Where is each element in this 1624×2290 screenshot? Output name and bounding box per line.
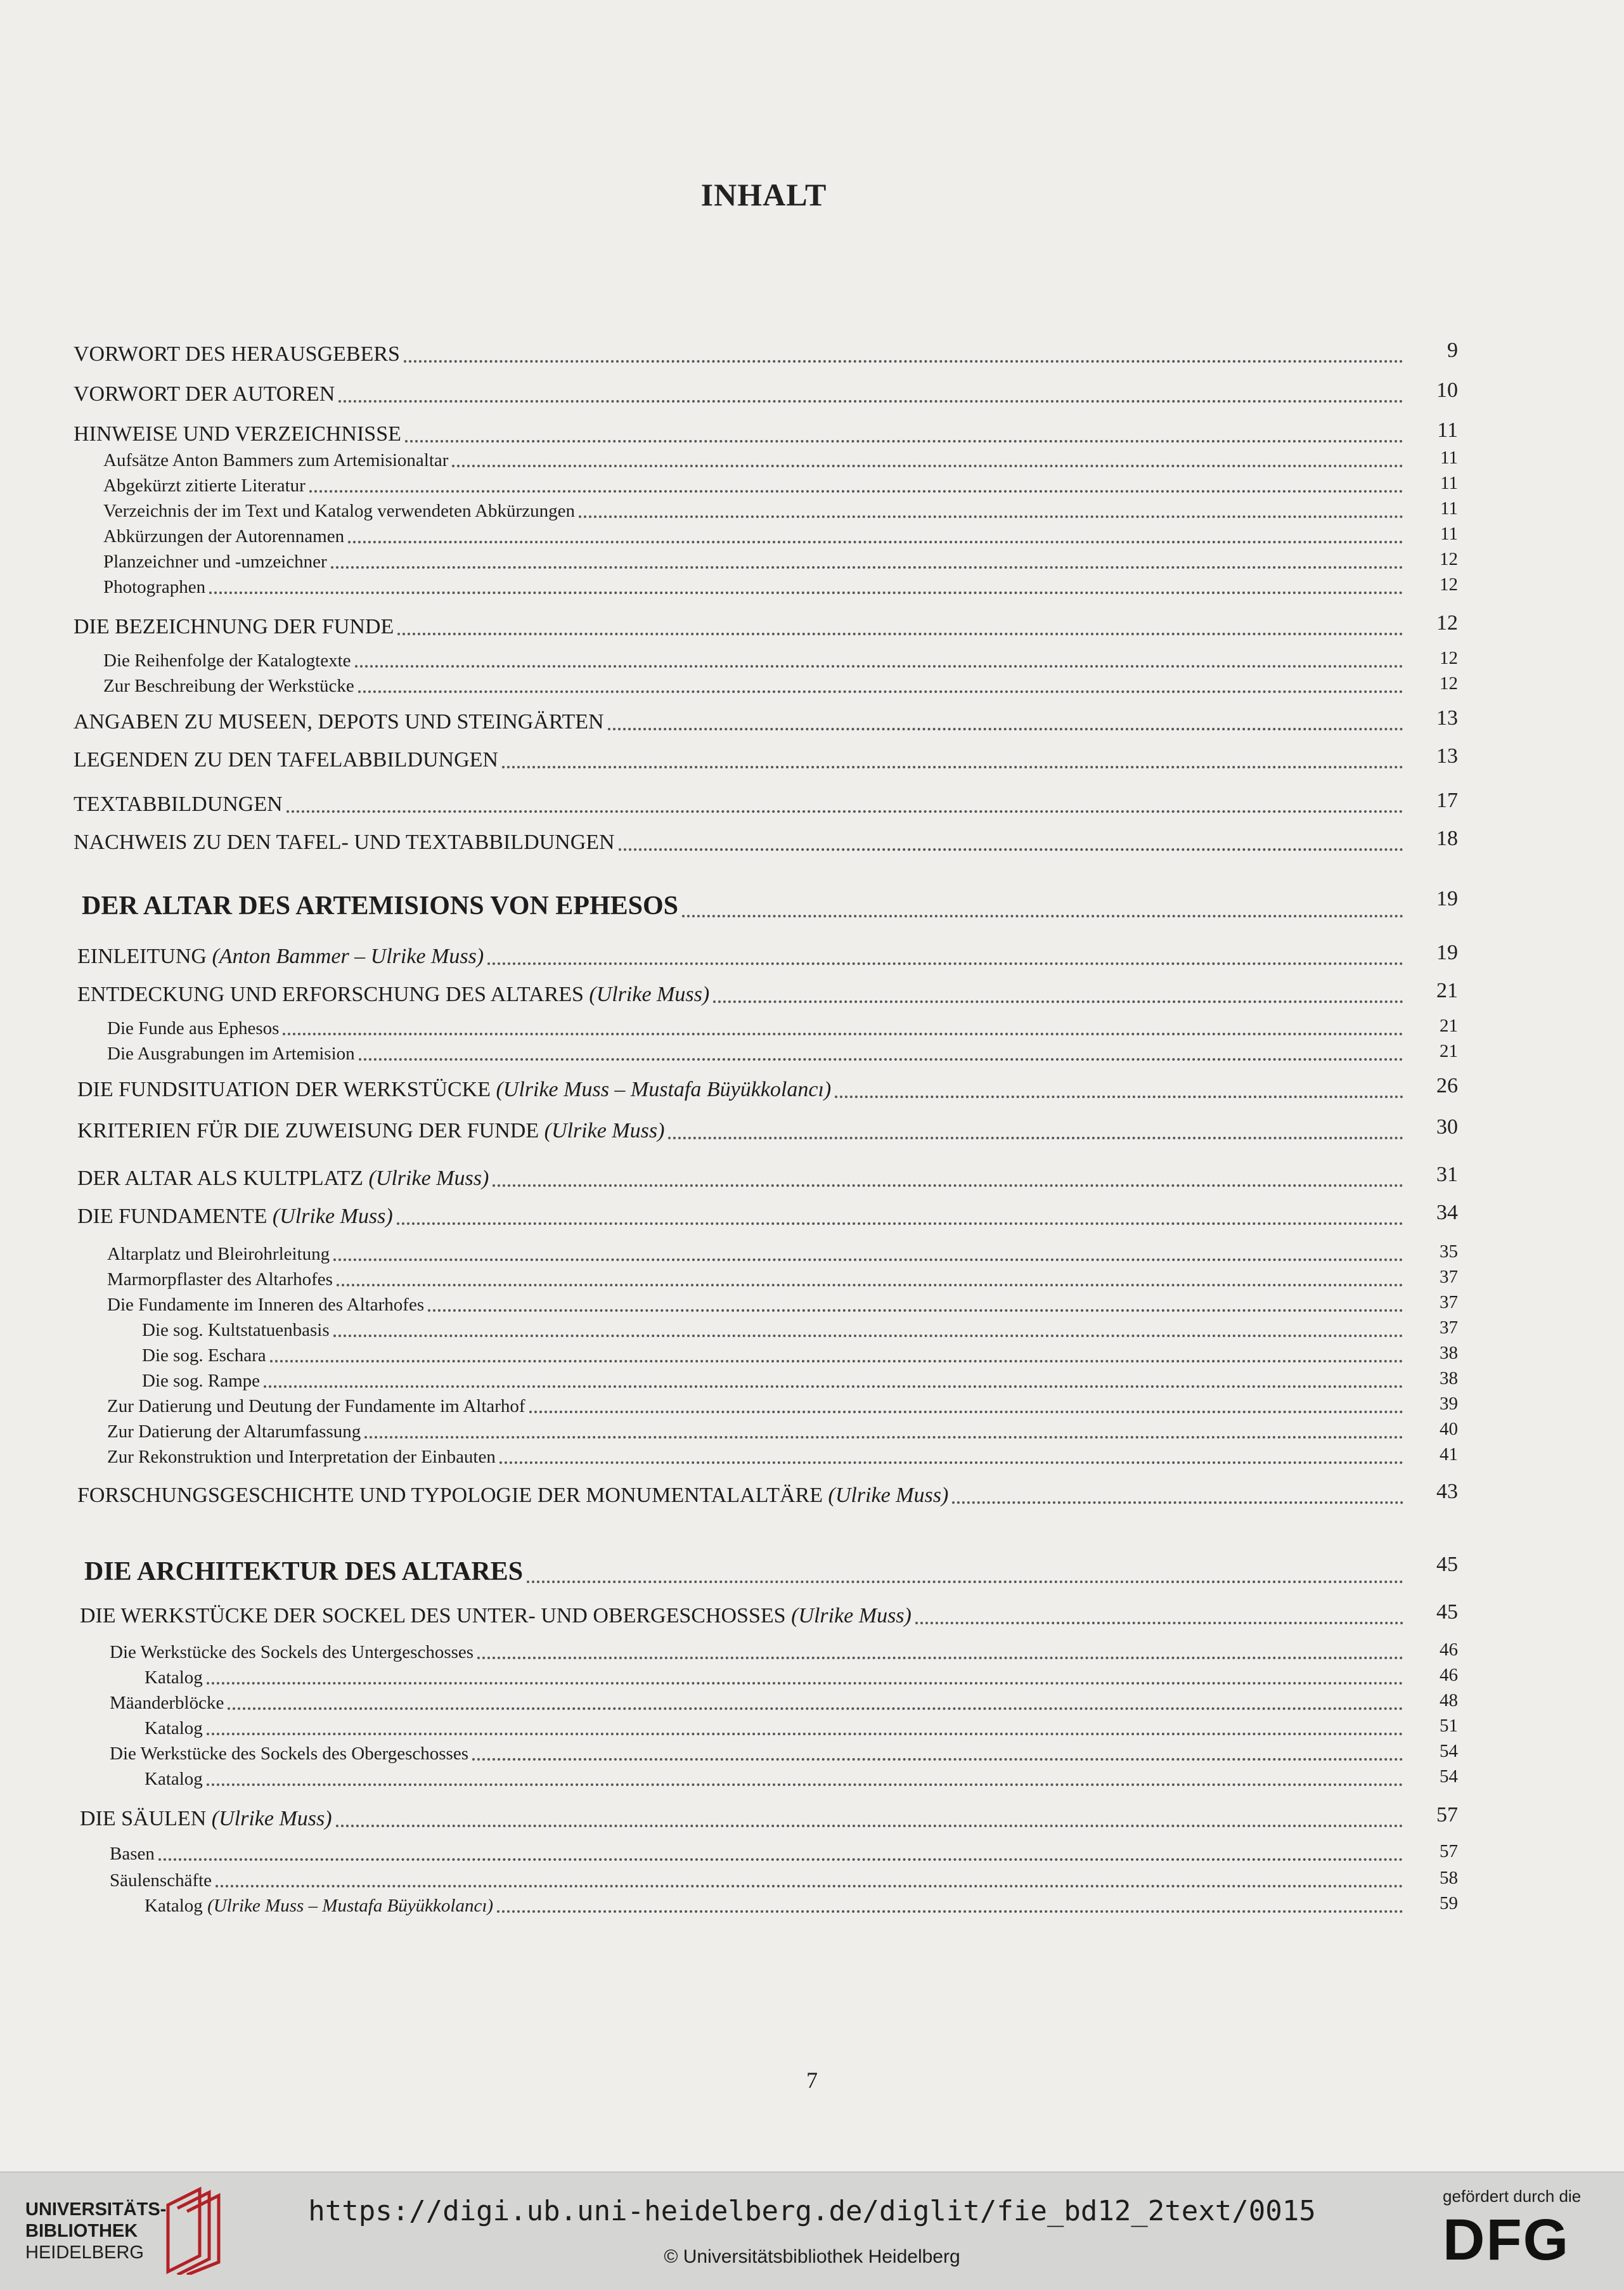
- toc-entry-page: 38: [1440, 1368, 1458, 1388]
- toc-entry-label: Die Fundamente im Inneren des Altarhofes: [107, 1295, 425, 1315]
- toc-dot-leader: [529, 1398, 1403, 1413]
- toc-entry-title: [103, 552, 327, 572]
- toc-entry-title: [107, 1447, 496, 1468]
- toc-entry-page: 35: [1440, 1241, 1458, 1262]
- toc-entry-title: [80, 1807, 332, 1831]
- toc-dot-leader: [333, 1322, 1403, 1337]
- toc-entry-title: [145, 1667, 203, 1688]
- toc-dot-leader: [355, 652, 1403, 668]
- toc-entry-label: EINLEITUNG: [77, 945, 207, 968]
- toc-entry: [107, 1269, 1407, 1290]
- toc-entry-label: Mäanderblöcke: [110, 1693, 224, 1713]
- toc-entry: [103, 501, 1407, 522]
- toc-entry-label: Die sog. Rampe: [142, 1371, 261, 1391]
- toc-entry-label: KRITERIEN FÜR DIE ZUWEISUNG DER FUNDE: [77, 1119, 539, 1142]
- toc-entry: [84, 1556, 1407, 1587]
- toc-dot-leader: [209, 579, 1403, 594]
- toc-entry-page: 34: [1436, 1201, 1458, 1224]
- permalink-url[interactable]: https://digi.ub.uni-heidelberg.de/diglit/fie_bd12_2text/0015: [308, 2195, 1316, 2227]
- toc-dot-leader: [207, 1720, 1403, 1735]
- toc-entry-author: (Ulrike Muss): [272, 1205, 393, 1228]
- toc-entry: [103, 450, 1407, 471]
- toc-entry-page: 12: [1440, 549, 1458, 569]
- toc-entry-label: DER ALTAR DES ARTEMISIONS VON EPHESOS: [82, 891, 679, 921]
- toc-dot-leader: [915, 1609, 1403, 1624]
- toc-entry-page: 43: [1436, 1480, 1458, 1503]
- toc-dot-leader: [216, 1872, 1403, 1887]
- toc-entry-title: [74, 422, 401, 446]
- toc-entry-label: VORWORT DES HERAUSGEBERS: [74, 342, 400, 366]
- toc-entry-author: (Ulrike Muss): [589, 983, 710, 1006]
- toc-dot-leader: [404, 347, 1403, 363]
- toc-entry: [110, 1844, 1407, 1865]
- toc-entry: [80, 1807, 1407, 1831]
- toc-entry-title: [74, 792, 283, 817]
- toc-entry-label: Aufsätze Anton Bammers zum Artemisionaltar: [103, 450, 449, 470]
- toc-entry-label: Photographen: [103, 577, 206, 597]
- toc-entry-author: (Ulrike Muss – Mustafa Büyükkolancı): [496, 1078, 832, 1101]
- toc-entry-page: 39: [1440, 1394, 1458, 1414]
- toc-entry-title: [107, 1295, 424, 1316]
- toc-entry: [110, 1870, 1407, 1891]
- toc-entry-title: [77, 983, 709, 1007]
- toc-entry-label: Altarplatz und Bleirohrleitung: [107, 1244, 330, 1264]
- toc-entry: [103, 577, 1407, 598]
- toc-dot-leader: [207, 1771, 1403, 1786]
- toc-entry-page: 19: [1436, 941, 1458, 964]
- toc-entry-title: [103, 475, 306, 496]
- toc-entry: [77, 1167, 1407, 1191]
- toc-entry-label: Die sog. Eschara: [142, 1345, 266, 1366]
- toc-entry-page: 57: [1440, 1841, 1458, 1861]
- toc-entry-title: [145, 1896, 493, 1917]
- toc-entry: [107, 1421, 1407, 1442]
- toc-dot-leader: [608, 715, 1403, 730]
- toc-entry-page: 26: [1436, 1074, 1458, 1097]
- toc-dot-leader: [359, 1045, 1403, 1061]
- toc-entry: [103, 676, 1407, 697]
- toc-entry-author: (Ulrike Muss): [791, 1604, 912, 1627]
- toc-dot-leader: [348, 528, 1403, 543]
- toc-entry: [142, 1345, 1407, 1366]
- toc-entry-label: LEGENDEN ZU DEN TAFELABBILDUNGEN: [74, 748, 498, 772]
- toc-entry-page: 9: [1447, 339, 1458, 362]
- toc-dot-leader: [477, 1644, 1403, 1659]
- toc-entry: [74, 422, 1407, 446]
- toc-dot-leader: [287, 798, 1403, 813]
- toc-entry-label: DIE BEZEICHNUNG DER FUNDE: [74, 615, 394, 638]
- toc-entry: [142, 1320, 1407, 1341]
- toc-entry-page: 37: [1440, 1317, 1458, 1338]
- toc-entry: [77, 1078, 1407, 1102]
- toc-entry-label: Die sog. Kultstatuenbasis: [142, 1320, 330, 1340]
- toc-entry-label: Katalog: [145, 1667, 203, 1688]
- toc-entry-author: (Ulrike Muss): [544, 1119, 665, 1142]
- toc-dot-leader: [207, 1669, 1403, 1685]
- toc-entry: [110, 1642, 1407, 1663]
- toc-dot-leader: [487, 950, 1403, 965]
- viewer-footer-bar: [0, 2171, 1624, 2290]
- toc-entry-page: 51: [1440, 1716, 1458, 1736]
- toc-entry: [77, 945, 1407, 969]
- toc-entry-page: 46: [1440, 1640, 1458, 1660]
- toc-dot-leader: [428, 1297, 1403, 1312]
- toc-entry-title: [103, 526, 344, 547]
- toc-entry-page: 40: [1440, 1419, 1458, 1439]
- toc-dot-leader: [713, 988, 1403, 1003]
- toc-dot-leader: [337, 1271, 1403, 1286]
- toc-entry-title: [107, 1044, 355, 1064]
- toc-dot-leader: [228, 1695, 1403, 1710]
- library-line-2: BIBLIOTHEK: [25, 2221, 138, 2241]
- toc-dot-leader: [336, 1812, 1403, 1827]
- toc-entry-title: [107, 1269, 333, 1290]
- toc-entry-title: [77, 1119, 664, 1143]
- toc-entry-page: 12: [1440, 648, 1458, 668]
- dfg-logo[interactable]: DFG: [1443, 2208, 1570, 2272]
- toc-entry: [107, 1396, 1407, 1417]
- toc-entry-label: ANGABEN ZU MUSEEN, DEPOTS UND STEINGÄRTEN: [74, 710, 604, 734]
- toc-entry-title: [110, 1642, 474, 1663]
- toc-entry-page: 13: [1436, 706, 1458, 730]
- toc-entry: [107, 1244, 1407, 1265]
- toc-entry-title: [145, 1769, 203, 1790]
- toc-entry-label: Die Reihenfolge der Katalogtexte: [103, 650, 351, 671]
- toc-entry-title: [74, 342, 400, 366]
- toc-entry: [145, 1769, 1407, 1790]
- toc-entry: [82, 891, 1407, 921]
- toc-entry-label: Zur Datierung der Altarumfassung: [107, 1421, 361, 1442]
- toc-entry-author: (Ulrike Muss): [368, 1167, 489, 1190]
- toc-entry-label: DIE FUNDSITUATION DER WERKSTÜCKE: [77, 1078, 491, 1101]
- toc-entry: [103, 526, 1407, 547]
- toc-dot-leader: [283, 1020, 1403, 1035]
- toc-entry-title: [74, 382, 335, 406]
- toc-entry-page: 38: [1440, 1343, 1458, 1363]
- toc-entry: [74, 615, 1407, 639]
- toc-entry-label: Die Werkstücke des Sockels des Obergeschosses: [110, 1743, 468, 1764]
- toc-entry-title: [74, 748, 498, 772]
- funding-note: gefördert durch die: [1443, 2187, 1582, 2206]
- toc-entry: [77, 1484, 1407, 1508]
- toc-entry-page: 12: [1440, 574, 1458, 595]
- toc-dot-leader: [527, 1568, 1403, 1583]
- toc-entry-page: 10: [1436, 378, 1458, 402]
- toc-entry: [107, 1018, 1407, 1039]
- toc-entry-page: 11: [1440, 473, 1458, 493]
- toc-entry-title: [82, 891, 678, 921]
- toc-entry-page: 59: [1440, 1893, 1458, 1913]
- toc-entry-label: Zur Rekonstruktion und Interpretation der Einbauten: [107, 1447, 496, 1467]
- toc-entry-title: [77, 1205, 393, 1229]
- toc-entry-title: [80, 1604, 912, 1628]
- toc-entry-title: [142, 1320, 330, 1341]
- toc-dot-leader: [619, 836, 1403, 851]
- toc-entry: [145, 1718, 1407, 1739]
- toc-entry: [110, 1743, 1407, 1764]
- toc-entry: [74, 710, 1407, 734]
- toc-entry-page: 13: [1436, 744, 1458, 768]
- toc-entry-label: Säulenschäfte: [110, 1870, 212, 1891]
- toc-entry-label: Die Ausgrabungen im Artemision: [107, 1044, 355, 1064]
- toc-entry: [74, 342, 1407, 366]
- toc-entry-title: [103, 650, 351, 671]
- toc-entry-label: Katalog: [145, 1896, 203, 1916]
- library-line-1: UNIVERSITÄTS-: [25, 2199, 167, 2220]
- toc-entry-title: [145, 1718, 203, 1739]
- toc-entry: [103, 552, 1407, 572]
- toc-entry-title: [103, 676, 354, 697]
- toc-dot-leader: [331, 553, 1403, 569]
- toc-entry-page: 58: [1440, 1868, 1458, 1888]
- toc-dot-leader: [397, 1210, 1403, 1225]
- toc-dot-leader: [835, 1083, 1403, 1098]
- toc-entry-page: 21: [1440, 1016, 1458, 1036]
- toc-entry: [74, 382, 1407, 406]
- toc-entry: [110, 1693, 1407, 1714]
- toc-entry-author: (Ulrike Muss – Mustafa Büyükkolancı): [207, 1896, 494, 1916]
- toc-entry-title: [103, 577, 205, 598]
- toc-entry-title: [107, 1421, 361, 1442]
- toc-dot-leader: [502, 753, 1403, 768]
- toc-dot-leader: [264, 1373, 1403, 1388]
- toc-entry-label: DIE WERKSTÜCKE DER SOCKEL DES UNTER- UND OBERGESCHOSSES: [80, 1604, 786, 1627]
- toc-entry-page: 37: [1440, 1292, 1458, 1312]
- toc-entry-author: (Ulrike Muss): [211, 1807, 332, 1830]
- toc-entry-page: 31: [1436, 1163, 1458, 1186]
- copyright-notice: © Universitätsbibliothek Heidelberg: [664, 2246, 960, 2267]
- toc-entry-title: [110, 1693, 224, 1714]
- toc-entry-label: NACHWEIS ZU DEN TAFEL- UND TEXTABBILDUNGEN: [74, 831, 615, 854]
- toc-entry-label: Marmorpflaster des Altarhofes: [107, 1269, 333, 1290]
- toc-dot-leader: [668, 1124, 1403, 1139]
- toc-entry-label: HINWEISE UND VERZEICHNISSE: [74, 422, 401, 446]
- toc-entry-title: [74, 710, 604, 734]
- toc-entry-label: VORWORT DER AUTOREN: [74, 382, 335, 406]
- page-number: 7: [806, 2067, 818, 2093]
- toc-dot-leader: [158, 1846, 1403, 1861]
- toc-entry-title: [77, 1484, 948, 1508]
- toc-entry-title: [107, 1244, 330, 1265]
- toc-entry-title: [74, 615, 394, 639]
- toc-entry-author: (Ulrike Muss): [828, 1484, 949, 1507]
- toc-entry-page: 19: [1436, 887, 1458, 910]
- page-title: INHALT: [700, 177, 827, 212]
- toc-entry-label: Abkürzungen der Autorennamen: [103, 526, 345, 547]
- toc-entry-page: 30: [1436, 1115, 1458, 1139]
- toc-entry: [142, 1371, 1407, 1392]
- toc-entry-label: DIE FUNDAMENTE: [77, 1205, 267, 1228]
- toc-entry-title: [110, 1844, 155, 1865]
- toc-entry-page: 45: [1436, 1553, 1458, 1576]
- toc-entry: [145, 1896, 1407, 1917]
- toc-entry-page: 17: [1436, 789, 1458, 812]
- toc-entry-title: [84, 1556, 523, 1587]
- toc-entry-label: Die Werkstücke des Sockels des Untergeschosses: [110, 1642, 474, 1662]
- toc-entry-page: 45: [1436, 1600, 1458, 1624]
- toc-entry-page: 21: [1440, 1041, 1458, 1061]
- toc-entry-label: Verzeichnis der im Text und Katalog verwendeten Abkürzungen: [103, 501, 575, 521]
- toc-dot-leader: [493, 1172, 1403, 1187]
- toc-entry-author: (Anton Bammer – Ulrike Muss): [212, 945, 484, 968]
- toc-entry-page: 41: [1440, 1444, 1458, 1465]
- toc-entry: [77, 1205, 1407, 1229]
- toc-entry-title: [142, 1371, 260, 1392]
- library-line-3: HEIDELBERG: [25, 2242, 144, 2263]
- toc-dot-leader: [397, 620, 1403, 635]
- toc-entry: [103, 475, 1407, 496]
- toc-entry: [103, 650, 1407, 671]
- toc-entry-label: TEXTABBILDUNGEN: [74, 792, 283, 816]
- toc-dot-leader: [309, 477, 1403, 493]
- toc-entry-page: 54: [1440, 1741, 1458, 1761]
- toc-dot-leader: [952, 1489, 1403, 1504]
- toc-entry-title: [107, 1396, 525, 1417]
- toc-entry-page: 12: [1436, 611, 1458, 635]
- toc-entry-label: Zur Beschreibung der Werkstücke: [103, 676, 354, 696]
- toc-entry-label: Planzeichner und -umzeichner: [103, 552, 327, 572]
- toc-entry-title: [77, 945, 484, 969]
- toc-dot-leader: [472, 1745, 1403, 1761]
- toc-entry-page: 12: [1440, 673, 1458, 694]
- toc-entry: [80, 1604, 1407, 1628]
- toc-entry: [77, 1119, 1407, 1143]
- toc-entry: [74, 831, 1407, 855]
- toc-entry-page: 54: [1440, 1766, 1458, 1787]
- toc-dot-leader: [497, 1898, 1403, 1913]
- toc-entry-title: [77, 1167, 489, 1191]
- toc-entry: [107, 1295, 1407, 1316]
- toc-entry-page: 37: [1440, 1267, 1458, 1287]
- toc-dot-leader: [499, 1449, 1403, 1464]
- toc-entry-label: Katalog: [145, 1718, 203, 1738]
- toc-entry-title: [77, 1078, 831, 1102]
- toc-entry: [74, 748, 1407, 772]
- toc-entry-page: 21: [1436, 979, 1458, 1002]
- toc-dot-leader: [358, 678, 1403, 693]
- toc-dot-leader: [333, 1246, 1403, 1261]
- toc-entry-title: [110, 1870, 212, 1891]
- toc-entry-page: 11: [1440, 498, 1458, 519]
- toc-entry-page: 11: [1440, 448, 1458, 468]
- toc-dot-leader: [270, 1347, 1403, 1362]
- toc-entry-title: [142, 1345, 266, 1366]
- toc-entry-label: Abgekürzt zitierte Literatur: [103, 475, 306, 496]
- toc-entry-title: [103, 450, 448, 471]
- toc-entry-label: Katalog: [145, 1769, 203, 1789]
- toc-entry-title: [107, 1018, 279, 1039]
- toc-entry-page: 48: [1440, 1690, 1458, 1711]
- toc-entry-page: 11: [1440, 524, 1458, 544]
- toc-dot-leader: [579, 503, 1403, 518]
- toc-entry-label: DER ALTAR ALS KULTPLATZ: [77, 1167, 363, 1190]
- toc-entry-label: FORSCHUNGSGESCHICHTE UND TYPOLOGIE DER MONUMENTALALTÄRE: [77, 1484, 823, 1507]
- toc-entry-label: Basen: [110, 1844, 155, 1864]
- toc-entry-page: 57: [1436, 1803, 1458, 1827]
- toc-entry-label: ENTDECKUNG UND ERFORSCHUNG DES ALTARES: [77, 983, 584, 1006]
- toc-entry: [107, 1044, 1407, 1064]
- toc-entry-page: 18: [1436, 827, 1458, 850]
- toc-entry-label: Die Funde aus Ephesos: [107, 1018, 280, 1038]
- toc-entry: [74, 792, 1407, 817]
- toc-entry-title: [74, 831, 615, 855]
- toc-entry-title: [110, 1743, 468, 1764]
- toc-entry-title: [103, 501, 575, 522]
- toc-entry: [145, 1667, 1407, 1688]
- toc-entry: [107, 1447, 1407, 1468]
- toc-entry-page: 46: [1440, 1665, 1458, 1685]
- toc-entry-label: DIE ARCHITEKTUR DES ALTARES: [84, 1557, 524, 1586]
- toc-dot-leader: [405, 427, 1403, 443]
- toc-entry-page: 11: [1437, 418, 1458, 442]
- toc-entry-label: Zur Datierung und Deutung der Fundamente im Altarhof: [107, 1396, 525, 1416]
- toc-entry-label: DIE SÄULEN: [80, 1807, 207, 1830]
- toc-dot-leader: [452, 452, 1403, 467]
- toc-dot-leader: [364, 1423, 1403, 1439]
- toc-dot-leader: [338, 387, 1403, 403]
- toc-dot-leader: [682, 902, 1403, 917]
- toc-entry: [77, 983, 1407, 1007]
